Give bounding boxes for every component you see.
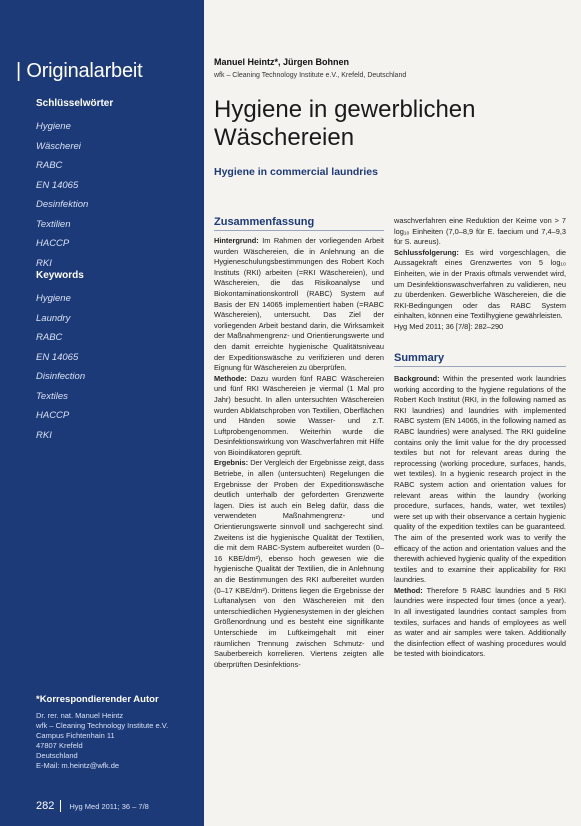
- column-2-de: [394, 216, 566, 346]
- keyword-item: EN 14065: [36, 179, 79, 191]
- affiliation: wfk – Cleaning Technology Institute e.V., Krefeld, Deutschland: [214, 72, 407, 79]
- keyword-item: Wäscherei: [36, 140, 81, 152]
- journal-reference: Hyg Med 2011; 36 – 7/8: [69, 801, 149, 811]
- paragraph: Background: Within the presented work laundries working according to the hygiene regulations of the Robert Koch Institut (RKI, in the following named as RKI laundries) and laundries with implemented RABC system (EN 14065, in the following named as RABC laundries) were analysed. The RKI guideline contains only the limit value for the dry processed textiles but not for relevant areas during the reprocessing (working procedure, surfaces, hands, wet textiles). In a hygienic research project in the RABC system action and orientation values for relevant areas within the laundry (working procedure, surfaces, hands, water, wet textiles) were set up with their observance a certain hygienic quality of the expedition textiles can be guaranteed. The aim of the presented work was to verify the efficacy of the action and orientation values and the therewith achieved hygienic quality of the expedition textiles and to examine their applicability for RKI laundries.: [394, 374, 566, 585]
- keyword-item: Laundry: [36, 312, 71, 324]
- section-label: | Originalarbeit: [16, 60, 143, 82]
- article-subtitle: Hygiene in commercial laundries: [214, 166, 378, 178]
- keyword-item: Disinfection: [36, 371, 86, 382]
- paragraph: Methode: Dazu wurden fünf RABC Wäschereien und fünf RKI Wäschereien je viermal (1 Mal pro Jahr) besucht. In allen untersuchten Wäschereien wurden Abklatschproben von Textilien, Oberflächen und Händen sowie Wasser- und z.T. Luftprobengenommen. Weiterhin wurde die Desinfektionswirkung von Waschverfahren mit Hilfe von Bioindikatoren geprüft.: [214, 373, 384, 457]
- keyword-item: RKI: [36, 429, 52, 441]
- corresponding-author: [36, 694, 196, 771]
- page-footer: [36, 800, 149, 812]
- paragraph: Method: Therefore 5 RABC laundries and 5 RKI laundries were inspected four times (once a year). In all investigated laundries contact samples from textiles, surfaces and hands of employees as well as water and air samples were taken. Additionally the disinfection effect of washing procedures would be tested with bioindicators.: [394, 585, 566, 659]
- article-title: [214, 96, 564, 152]
- sidebar: [0, 0, 204, 826]
- keyword-item: RKI: [36, 257, 52, 269]
- keyword-item: Textiles: [36, 390, 68, 402]
- keyword-item: Hygiene: [36, 121, 71, 132]
- paragraph: waschverfahren eine Reduktion der Keime von > 7 log₁₀ Einheiten (7,0–8,9 für E. faecium und 7,4–9,3 für S. aureus).: [394, 216, 566, 247]
- keyword-item: RABC: [36, 160, 63, 171]
- street: Campus Fichtenhain 11: [36, 731, 115, 740]
- title-line: Wäschereien: [214, 124, 355, 151]
- column-1: [214, 236, 384, 818]
- keyword-item: Textilien: [36, 218, 71, 230]
- author-name: Dr. rer. nat. Manuel Heintz: [36, 711, 124, 720]
- keywords-en-title: Keywords: [36, 270, 84, 281]
- institution: wfk – Cleaning Technology Institute e.V.: [36, 721, 169, 730]
- page-number: 282: [36, 800, 61, 812]
- corresponding-author-title: *Korrespondierender Autor: [36, 694, 159, 705]
- paragraph: Ergebnis: Der Vergleich der Ergebnisse zeigt, dass Betriebe, in allen (untersuchten) Regelungen die Ergebnisse der Proben der Expeditionswäsche deutlich unterhalb der geforderten Grenzwerte lagen. Dies ist auch ein Beleg dafür, dass die verwendeten Maßnahmengrenz- und Orientierungswerte sinnvoll und sachgerecht sind. Zweitens ist die hygienische Qualität der Textilien, die mit dem RABC-System aufbereitet wurden (0–16 KBE/dm²), ebenso hoch gewesen wie die hygienische Qualität der Textilien, die in Anlehnung an die Bestimmungen des RKI aufbereitet wurden (0–17 KBE/dm²). Drittens liegen die Ergebnisse der Luftanalysen von den Wäschereien mit den unterschiedlichen Hygienesystemen in der gleichen Größenordnung und es besteht eine signifikante Unterschiede im Luftkeimgehalt mit einer räumlichen Trennung zwischen Schmutz- und Sauberbereich korrelieren. Viertens zeigten alle überprüften Desinfektions-: [214, 458, 384, 669]
- keyword-item: EN 14065: [36, 351, 79, 363]
- paragraph: Hintergrund: Im Rahmen der vorliegenden Arbeit wurden Wäschereien, die in Anlehnung an die Hygieneschulungsbestimmungen des Robert Koch Instituts (RKI) arbeiten (=RKI Wäschereien), und Wäschereien, die das Risikoanalyse und Biokontaminationskontroll (RABC) System auf Basis der EN 14065 implementiert haben (=RABC Wäschereien), untersucht. Das Ziel der vorliegenden Arbeit bestand darin, die Wirksamkeit der Maßnahmengrenz- und Orientierungswerte und den damit erreichte hygienische Qualitätsniveau der Expeditionswäsche zu verifizieren und deren Eignung für Wäschereien zu überprüfen.: [214, 236, 384, 373]
- keywords-de: [36, 98, 113, 273]
- keyword-item: Desinfektion: [36, 199, 89, 210]
- authors: Manuel Heintz*, Jürgen Bohnen: [214, 57, 350, 67]
- keyword-item: RABC: [36, 332, 63, 343]
- zusammenfassung-heading: Zusammenfassung: [214, 216, 384, 231]
- column-2-en: [394, 374, 566, 818]
- keyword-item: HACCP: [36, 410, 70, 421]
- email-link[interactable]: E-Mail: m.heintz@wfk.de: [36, 761, 120, 770]
- keyword-item: Hygiene: [36, 293, 71, 304]
- keywords-en: [36, 270, 85, 445]
- keyword-item: HACCP: [36, 238, 70, 249]
- title-line: Hygiene in gewerblichen: [214, 96, 476, 123]
- city: 47807 Krefeld: [36, 741, 83, 750]
- keywords-de-title: Schlüsselwörter: [36, 98, 114, 109]
- country: Deutschland: [36, 751, 78, 760]
- citation: Hyg Med 2011; 36 [7/8]: 282–290: [394, 321, 504, 331]
- summary-heading: Summary: [394, 352, 566, 367]
- paragraph: Schlussfolgerung: Es wird vorgeschlagen, die Aussagekraft eines Grenzwertes von 5 log₁₀ Einheiten, wie in der Praxis oftmals verwendet wird, um Desinfektionswaschverfahren zu validieren, neu zu überdenken. Gewerbliche Wäschereien, die die RKI-Bedingungen oder das RABC System einhalten, können eine Textilhygiene gewährleisten.: [394, 247, 566, 321]
